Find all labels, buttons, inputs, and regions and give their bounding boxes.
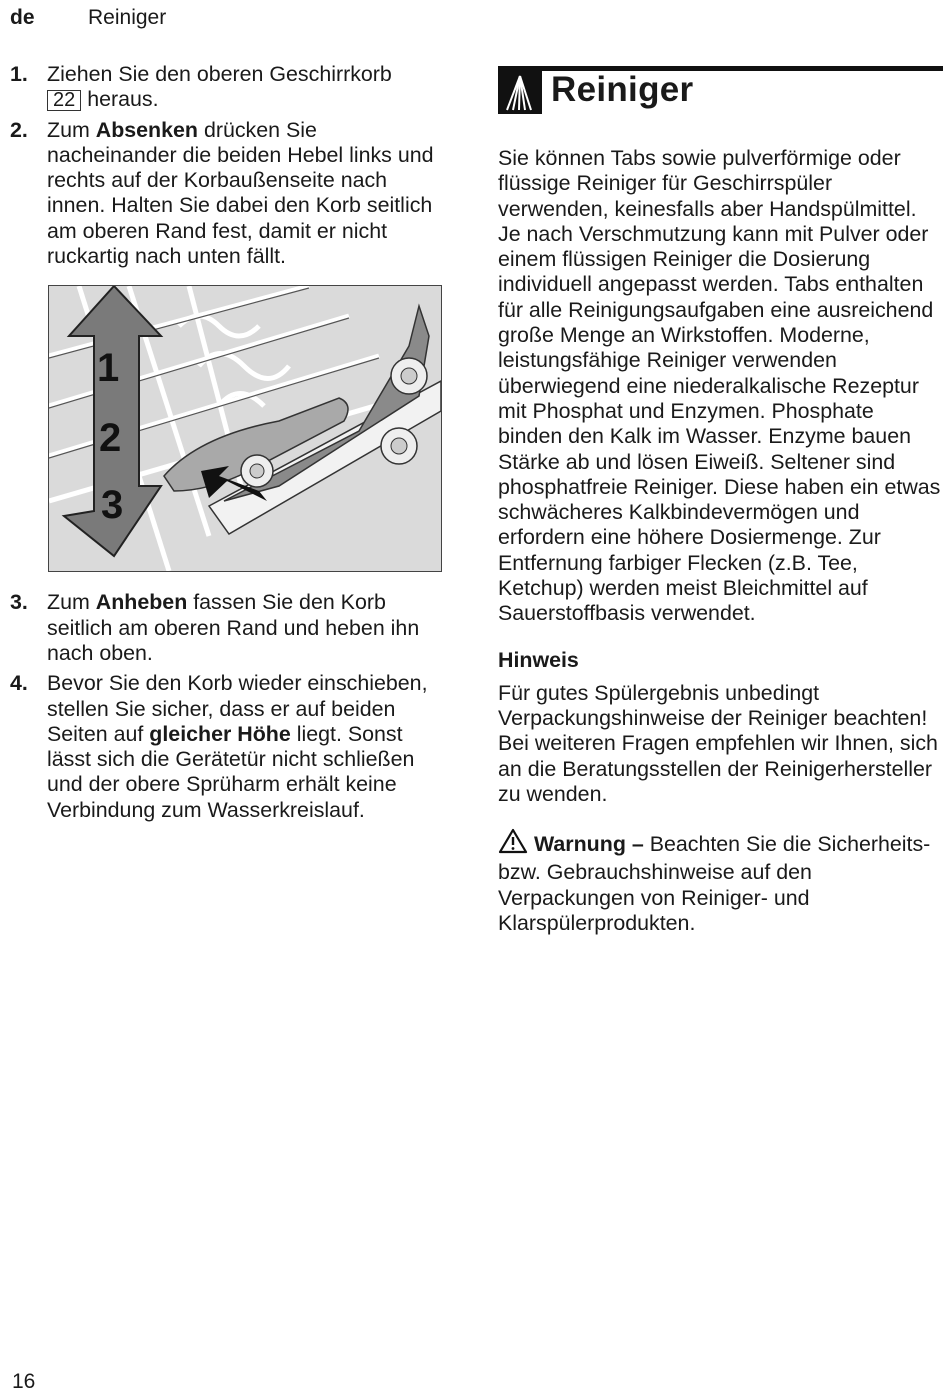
step-text-end: fassen Sie den Korb seitlich am oberen Rand und heben ihn nach oben. [47,590,420,665]
section-header [498,66,943,124]
step-text-end: drücken Sie nacheinander die beiden Hebel links und rechts auf der Korbaußenseite nach innen. Halten Sie dabei den Korb seitlich am oberen Rand fest, damit er nicht ruckartig nach unten fällt. [47,117,434,269]
left-column [10,62,450,828]
warning-text: Beachten Sie die Sicherheits- bzw. Gebrauchshinweise auf den Verpackungen von Reiniger- und Klarspülerprodukten. [498,832,931,936]
step-text: Zum [47,117,90,142]
step-3 [10,590,450,666]
note-text-1: Für gutes Spülergebnis unbedingt Verpackungshinweise der Reiniger beachten! [498,680,928,730]
header-title: Reiniger [88,6,167,29]
warning-block [498,828,943,936]
step-text: Bevor Sie den Korb wieder einschieben, stellen Sie sicher, dass er auf beiden Seiten auf [47,671,428,746]
warning-label: Warnung – [534,832,644,857]
warning-triangle-icon [498,828,528,860]
step-emphasis: Absenken [95,117,198,142]
step-text: Ziehen Sie den oberen Geschirrkorb [47,62,392,86]
section-title: Reiniger [551,70,694,109]
wheel [241,455,273,487]
part-reference: 22 [47,90,81,111]
step-1 [10,62,450,113]
step-emphasis: Anheben [95,590,188,615]
step-number: 2. [10,117,28,142]
detergent-description: Sie können Tabs sowie pulverförmige oder flüssige Reiniger für Geschirrspüler verwenden, keinesfalls aber Handspülmittel. Je nach Verschmutzung kann mit Pulver oder einem flüssigen Reiniger die Dosierung individuell angepasst werden. Tabs enthalten für alle Reinigungsaufgaben eine ausreichend große Menge an Wirkstoffen. Moderne, leistungsfähige Reiniger verwenden überwiegend eine niederalkalische Rezeptur mit Phosphat und Enzymen. Phosphate binden den Kalk im Wasser. Enzyme bauen Stärke ab und lösen Eiweiß. Seltener sind phosphatfreie Reiniger. Diese haben ein etwas schwächeres Kalkbindevermögen und erfordern eine höhere Dosiermenge. Zur Entfernung farbiger Flecken (z.B. Tee, Ketchup) werden meist Bleichmittel auf Sauerstoffbasis verwendet. [498,146,941,626]
step-4 [10,671,450,823]
wheel [391,358,427,394]
page-header [10,6,166,30]
right-column [498,66,943,936]
language-code: de [10,6,35,29]
figure-label-1: 1 [97,346,120,391]
basket-lowering-illustration [48,285,442,572]
figure-label-3: 3 [101,483,124,528]
step-2 [10,118,450,270]
step-emphasis: gleicher Höhe [149,721,291,746]
step-number: 1. [10,62,28,86]
wheel [381,428,417,464]
step-text-end: heraus. [87,87,159,112]
step-number: 4. [10,671,28,696]
note-heading: Hinweis [498,647,579,672]
step-text: Zum [47,590,90,615]
step-number: 3. [10,590,28,615]
figure-label-2: 2 [99,416,122,461]
detergent-icon [498,70,542,114]
step-text-end: liegt. Sonst lässt sich die Gerätetür nicht schließen und der obere Sprüharm erhält keine Verbindung zum Wasserkreislauf. [47,721,415,822]
note-text-2: Bei weiteren Fragen empfehlen wir Ihnen, sich an die Beratungsstellen der Reinigerhersteller zu wenden. [498,731,938,806]
page-number: 16 [12,1370,36,1393]
